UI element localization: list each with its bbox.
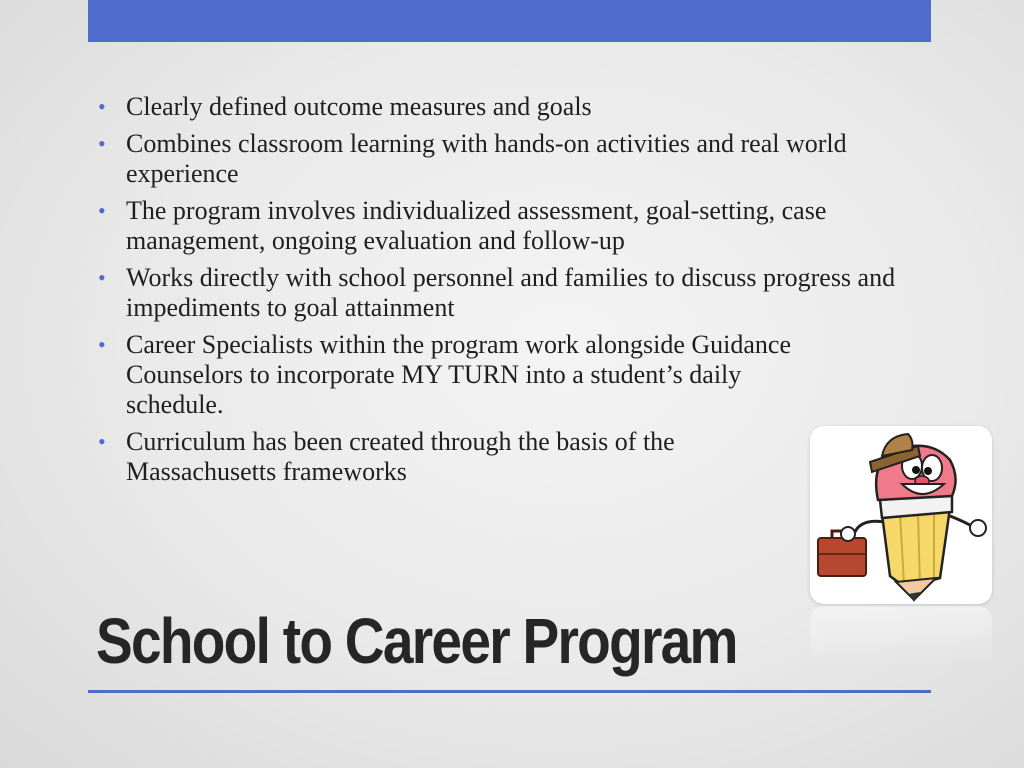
- bullet-text: Curriculum has been created through the basis of the Massachusetts frameworks: [126, 427, 675, 486]
- bullet-text: Combines classroom learning with hands-on activities and real world experience: [126, 129, 847, 188]
- list-item: [98, 330, 816, 420]
- list-item: [98, 92, 928, 122]
- bullet-dot-icon: •: [98, 429, 106, 454]
- pencil-character-icon: [810, 426, 992, 604]
- clipart-reflection: [810, 606, 992, 666]
- page-title: School to Career Program: [96, 605, 737, 677]
- bullet-dot-icon: •: [98, 131, 106, 156]
- bullet-text: Works directly with school personnel and families to discuss progress and impediments to goal attainment: [126, 263, 896, 322]
- bullet-dot-icon: •: [98, 332, 106, 357]
- bullet-list: [98, 92, 928, 494]
- list-item: [98, 129, 928, 189]
- list-item: [98, 263, 928, 323]
- bullet-text: Career Specialists within the program work alongside Guidance Counselors to incorporate MY TURN into a student’s daily schedule.: [126, 330, 791, 419]
- bullet-text: The program involves individualized assessment, goal-setting, case management, ongoing evaluation and follow-up: [126, 196, 827, 255]
- bullet-dot-icon: •: [98, 198, 106, 223]
- bullet-dot-icon: •: [98, 94, 106, 119]
- bullet-dot-icon: •: [98, 265, 106, 290]
- list-item: [98, 427, 816, 487]
- top-accent-bar: [88, 0, 931, 42]
- list-item: [98, 196, 928, 256]
- title-underline: [88, 690, 931, 693]
- bullet-text: Clearly defined outcome measures and goals: [126, 92, 592, 121]
- pencil-character-clipart: [810, 426, 992, 604]
